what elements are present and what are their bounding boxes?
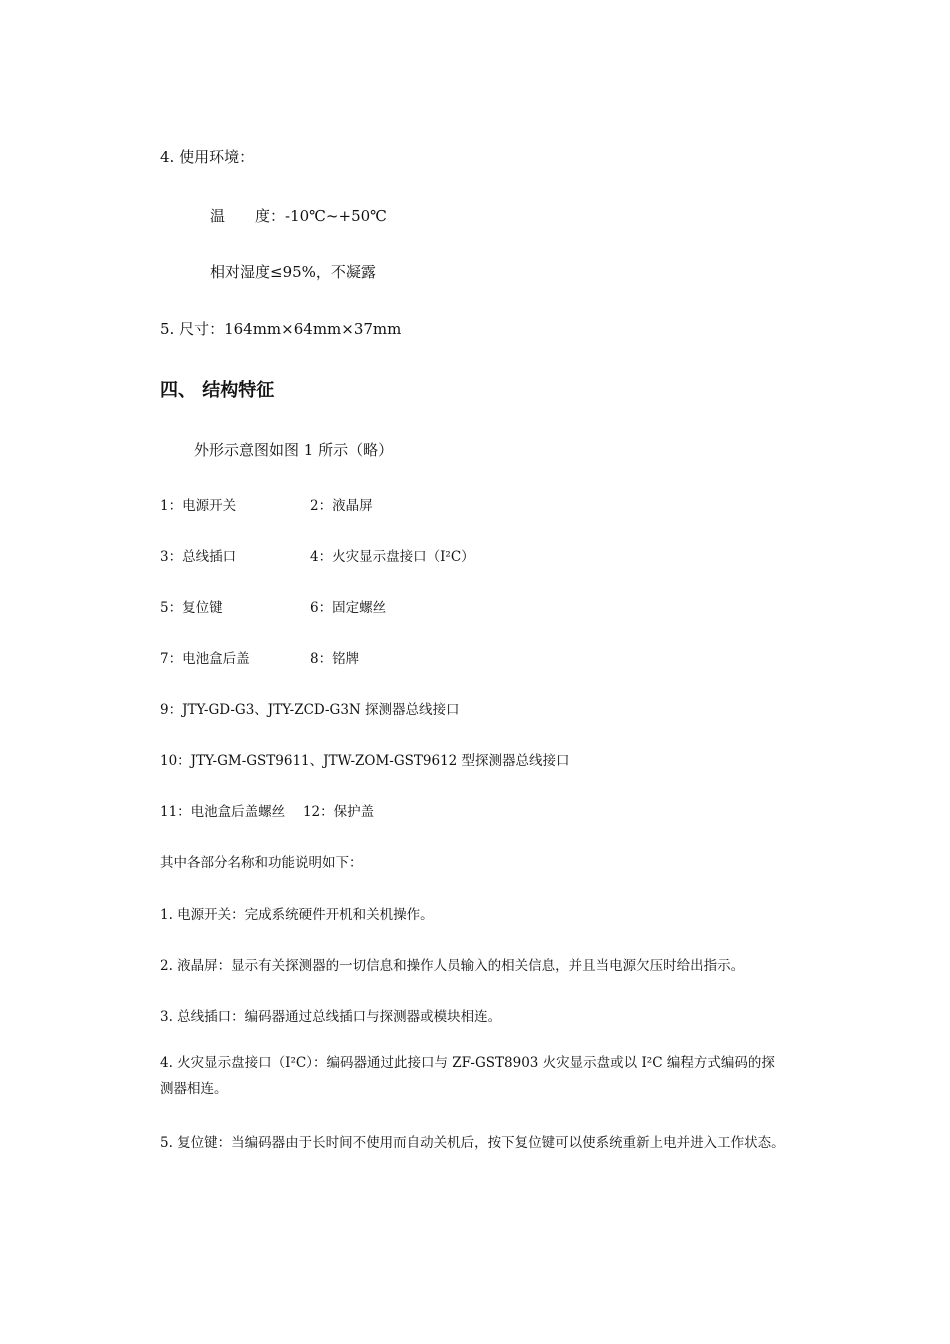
part-label: 5：复位键 — [160, 600, 223, 616]
env-temperature: 温 度：-10℃~+50℃ — [210, 207, 387, 225]
part-9: 9：JTY-GD-G3、JTY-ZCD-G3N 探测器总线接口 — [160, 702, 460, 718]
part-10: 10：JTY-GM-GST9611、JTW-ZOM-GST9612 型探测器总线接口 — [160, 753, 570, 769]
env-humidity: 相对湿度≤95%，不凝露 — [210, 263, 376, 281]
part-label: 3：总线插口 — [160, 549, 237, 565]
description-item: 1. 电源开关：完成系统硬件开机和关机操作。 — [160, 907, 434, 923]
part-label: 8：铭牌 — [310, 651, 360, 667]
part-11-12: 11：电池盒后盖螺丝 12：保护盖 — [160, 804, 375, 820]
part-label: 1：电源开关 — [160, 498, 237, 514]
part-label: 2：液晶屏 — [310, 498, 373, 514]
part-row — [160, 647, 720, 667]
part-label: 4：火灾显示盘接口（I²C） — [310, 549, 475, 565]
section-heading: 四、 结构特征 — [160, 380, 275, 401]
part-row — [160, 545, 720, 565]
part-label: 6：固定螺丝 — [310, 600, 387, 616]
figure-note: 外形示意图如图 1 所示（略） — [194, 441, 394, 459]
description-item: 4. 火灾显示盘接口（I²C）：编码器通过此接口与 ZF-GST8903 火灾显示盘或以 I²C 编程方式编码的探测器相连。 — [160, 1055, 775, 1097]
description-item: 2. 液晶屏：显示有关探测器的一切信息和操作人员输入的相关信息，并且当电源欠压时给出指示。 — [160, 958, 745, 974]
part-row — [160, 596, 720, 616]
env-title: 4. 使用环境： — [160, 148, 255, 166]
part-label: 7：电池盒后盖 — [160, 651, 250, 667]
part-row — [160, 494, 720, 514]
description-item: 5. 复位键：当编码器由于长时间不使用而自动关机后，按下复位键可以使系统重新上电并进入工作状态。 — [160, 1135, 785, 1151]
description-intro: 其中各部分名称和功能说明如下： — [160, 855, 363, 871]
description-item: 3. 总线插口：编码器通过总线插口与探测器或模块相连。 — [160, 1009, 502, 1025]
size-spec: 5. 尺寸：164mm×64mm×37mm — [160, 320, 402, 338]
